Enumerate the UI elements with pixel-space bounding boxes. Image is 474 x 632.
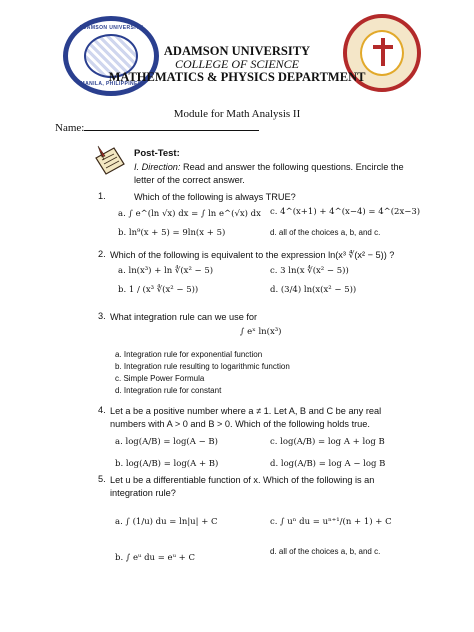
q2-number: 2. xyxy=(98,249,106,259)
q3-text: What integration rule can we use for xyxy=(110,312,258,322)
q4-number: 4. xyxy=(98,405,106,415)
q5-choice-b: b. ∫ eᵘ du = eᵘ + C xyxy=(115,553,195,563)
module-title: Module for Math Analysis II xyxy=(173,108,301,120)
scroll-quill-icon xyxy=(92,144,128,178)
name-field xyxy=(55,122,259,134)
q5-text-line2: integration rule? xyxy=(110,488,176,498)
q2-text: Which of the following is equivalent to the expression ln(x³ ∜(x² − 5)) ? xyxy=(110,250,395,260)
post-test-title: Post-Test: xyxy=(134,148,180,159)
direction-label: I. Direction: xyxy=(134,162,181,172)
seal-bottom-text: MANILA, PHILIPPINES xyxy=(80,81,142,87)
q2-choice-a: a. ln(x³) + ln ∜(x² − 5) xyxy=(118,266,214,276)
q4-choice-d: d. log(A/B) = log A − log B xyxy=(270,459,386,469)
college-name: COLLEGE OF SCIENCE xyxy=(174,57,299,71)
q3-choice-c: c. Simple Power Formula xyxy=(115,374,205,383)
q5-choice-a: a. ∫ (1/u) du = ln|u| + C xyxy=(115,517,218,527)
q4-text-line2: numbers with A > 0 and B > 0. Which of the following holds true. xyxy=(110,419,370,429)
name-label: Name: xyxy=(55,122,85,134)
direction-paragraph xyxy=(134,161,424,187)
q1-choice-b: b. ln⁹(x + 5) = 9ln(x + 5) xyxy=(118,228,226,238)
q5-choice-c: c. ∫ uⁿ du = uⁿ⁺¹/(n + 1) + C xyxy=(270,517,392,527)
q3-expression: ∫ eˣ ln(x³) xyxy=(240,327,282,337)
q1-choice-c: c. 4^(x+1) + 4^(x−4) = 4^(2x−3) xyxy=(270,207,421,217)
q2-choice-d: d. (3/4) ln(x(x² − 5)) xyxy=(270,285,357,295)
q3-choice-d: d. Integration rule for constant xyxy=(115,386,222,395)
q5-number: 5. xyxy=(98,474,106,484)
q4-choice-a: a. log(A/B) = log(A − B) xyxy=(115,437,218,447)
department-name: MATHEMATICS & PHYSICS DEPARTMENT xyxy=(108,70,366,84)
q1-choice-d: d. all of the choices a, b, and c. xyxy=(270,228,381,237)
q5-choice-d: d. all of the choices a, b, and c. xyxy=(270,547,381,556)
direction-text: Read and answer the following questions. Encircle the letter of the correct answer. xyxy=(134,162,404,185)
q3-choice-a: a. Integration rule for exponential function xyxy=(115,350,263,359)
q1-text: Which of the following is always TRUE? xyxy=(134,192,296,202)
q5-text-line1: Let u be a differentiable function of x. Which of the following is an xyxy=(110,475,375,485)
seal-top-text: ADAMSON UNIVERSITY xyxy=(78,25,144,31)
q4-choice-b: b. log(A/B) = log(A + B) xyxy=(115,459,219,469)
q1-number: 1. xyxy=(98,191,106,201)
university-name: ADAMSON UNIVERSITY xyxy=(163,44,311,58)
q4-choice-c: c. log(A/B) = log A + log B xyxy=(270,437,385,447)
q2-choice-b: b. 1 / (x³ ∜(x² − 5)) xyxy=(118,285,199,295)
q1-choice-a: a. ∫ e^(ln √x) dx = ∫ ln e^(√x) dx xyxy=(118,209,261,219)
q3-choice-b: b. Integration rule resulting to logarithmic function xyxy=(115,362,290,371)
q3-number: 3. xyxy=(98,311,106,321)
name-blank-line xyxy=(84,122,259,131)
q4-text-line1: Let a be a positive number where a ≠ 1. Let A, B and C be any real xyxy=(110,406,382,416)
q2-choice-c: c. 3 ln(x ∜(x² − 5)) xyxy=(270,266,349,276)
